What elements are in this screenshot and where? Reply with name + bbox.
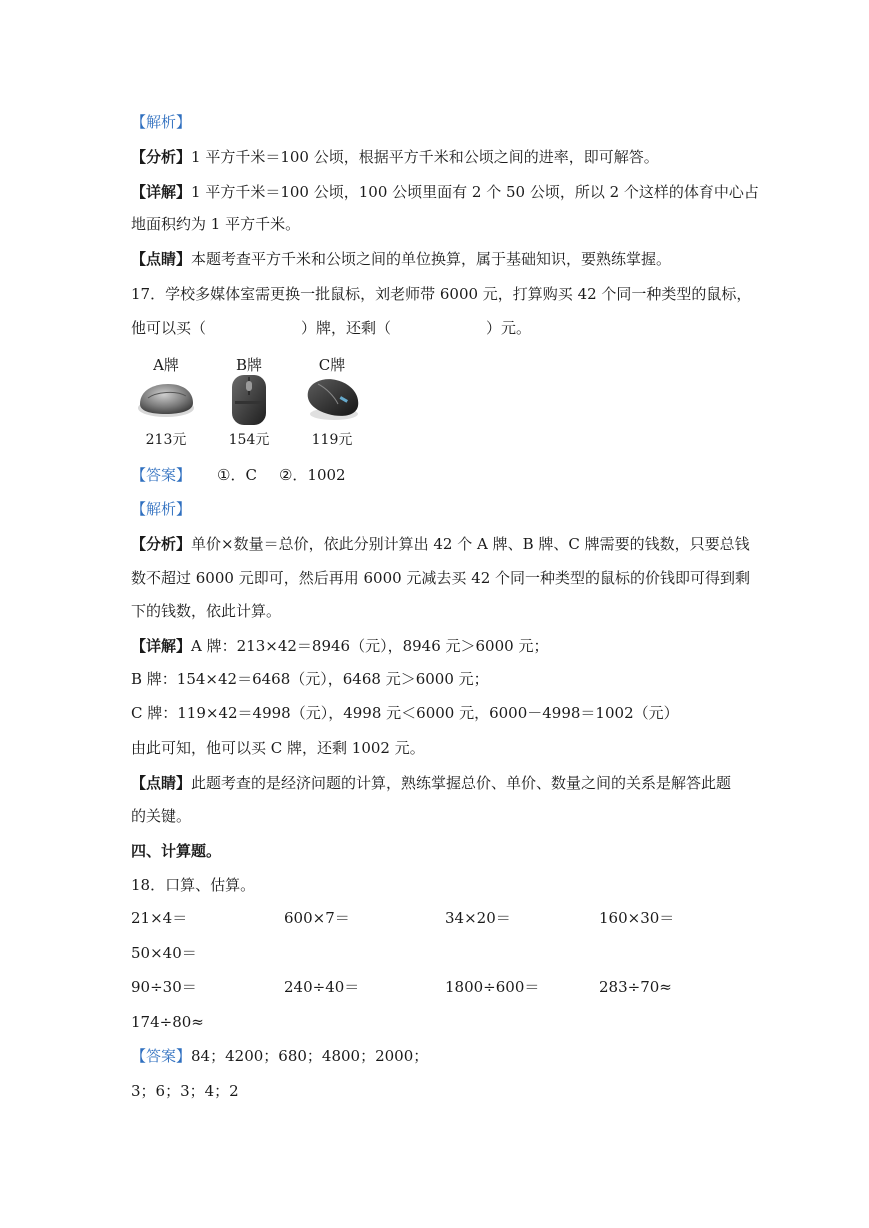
calc-item: 240÷40＝ (284, 978, 360, 996)
answer-18-text1: 84；4200；680；4800；2000； (191, 1047, 429, 1065)
analysis-text: 1 平方千米＝100 公顷，根据平方千米和公顷之间的进率，即可解答。 (191, 148, 659, 166)
analysis-tag: 【分析】 (131, 148, 192, 166)
mouse-c-image (304, 374, 362, 422)
answer-17-blank2: ②．1002 (278, 466, 346, 484)
answer-18-tag: 【答案】 (131, 1047, 192, 1065)
calc-item: 21×4＝ (131, 909, 188, 927)
section-title: 四、计算题。 (131, 842, 222, 860)
answer-17-tag: 【答案】 (131, 466, 192, 484)
comment-17-text1: 此题考查的是经济问题的计算，熟练掌握总价、单价、数量之间的关系是解答此题 (191, 774, 732, 792)
analysis-17-text1: 单价×数量＝总价，依此分别计算出 42 个 A 牌、B 牌、C 牌需要的钱数，只要总钱 (191, 535, 750, 553)
calc-item: 50×40＝ (131, 944, 197, 962)
analysis-17-paragraph (131, 534, 750, 554)
mouse-a-image (136, 378, 196, 420)
analysis-paragraph (131, 147, 659, 167)
q17-text-c: ）元。 (486, 319, 532, 337)
analysis-17-text3: 下的钱数，依此计算。 (131, 602, 282, 620)
comment-paragraph (131, 249, 671, 269)
calc-item: 1800÷600＝ (445, 978, 540, 996)
mouse-a-label: A牌 (153, 356, 179, 374)
comment-17-paragraph (131, 773, 731, 793)
mouse-a (131, 354, 201, 449)
detail-text-cont: 地面积约为 1 平方千米。 (131, 215, 301, 233)
comment-17-tag: 【点睛】 (131, 774, 192, 792)
analysis-17-tag: 【分析】 (131, 535, 192, 553)
detail-tag: 【详解】 (131, 183, 192, 201)
calc-item: 90÷30＝ (131, 978, 197, 996)
answer-18 (131, 1046, 428, 1066)
detail-17-text3: C 牌：119×42＝4998（元），4998 元＜6000 元，6000－4998＝1002（元） (131, 704, 679, 722)
calc-item: 160×30＝ (599, 909, 675, 927)
detail-17-tag: 【详解】 (131, 637, 192, 655)
detail-17-text1: A 牌：213×42＝8946（元），8946 元＞6000 元； (191, 637, 549, 655)
question-18: 18．口算、估算。 (131, 876, 256, 894)
mouse-a-price: 213元 (145, 432, 187, 448)
comment-text: 本题考查平方千米和公顷之间的单位换算，属于基础知识，要熟练掌握。 (191, 250, 672, 268)
analysis-17-heading: 【解析】 (131, 500, 192, 518)
analysis-heading: 【解析】 (131, 113, 192, 131)
answer-17-blank1: ①．C (217, 466, 257, 484)
calc-item: 174÷80≈ (131, 1013, 204, 1031)
mouse-c-label: C牌 (318, 356, 346, 374)
mouse-b-label: B牌 (235, 356, 263, 374)
detail-17-text2: B 牌：154×42＝6468（元），6468 元＞6000 元； (131, 670, 489, 688)
calc-item: 34×20＝ (445, 909, 511, 927)
question-17-line2 (131, 318, 531, 338)
detail-17-text4: 由此可知，他可以买 C 牌，还剩 1002 元。 (131, 739, 425, 757)
detail-paragraph (131, 182, 759, 202)
q17-text-b: ）牌，还剩（ (301, 319, 392, 337)
mouse-b-price: 154元 (228, 432, 270, 448)
calc-item: 283÷70≈ (599, 978, 672, 996)
mouse-b-image (230, 373, 268, 427)
detail-text: 1 平方千米＝100 公顷，100 公顷里面有 2 个 50 公顷，所以 2 个这样的体育中心占 (191, 183, 759, 201)
mouse-c-price: 119元 (311, 432, 353, 448)
mouse-c (297, 354, 367, 449)
answer-17 (131, 465, 346, 485)
question-17-line1: 17．学校多媒体室需更换一批鼠标，刘老师带 6000 元，打算购买 42 个同一种类型的鼠标， (131, 285, 752, 303)
q17-text-a: 他可以买（ (131, 319, 207, 337)
comment-tag: 【点睛】 (131, 250, 192, 268)
answer-18-text2: 3；6；3；4；2 (131, 1082, 239, 1100)
detail-17-paragraph (131, 636, 548, 656)
comment-17-text2: 的关键。 (131, 807, 192, 825)
analysis-17-text2: 数不超过 6000 元即可，然后再用 6000 元减去买 42 个同一种类型的鼠标的价钱即可得到剩 (131, 569, 751, 587)
mouse-b (214, 354, 284, 449)
calc-item: 600×7＝ (284, 909, 350, 927)
